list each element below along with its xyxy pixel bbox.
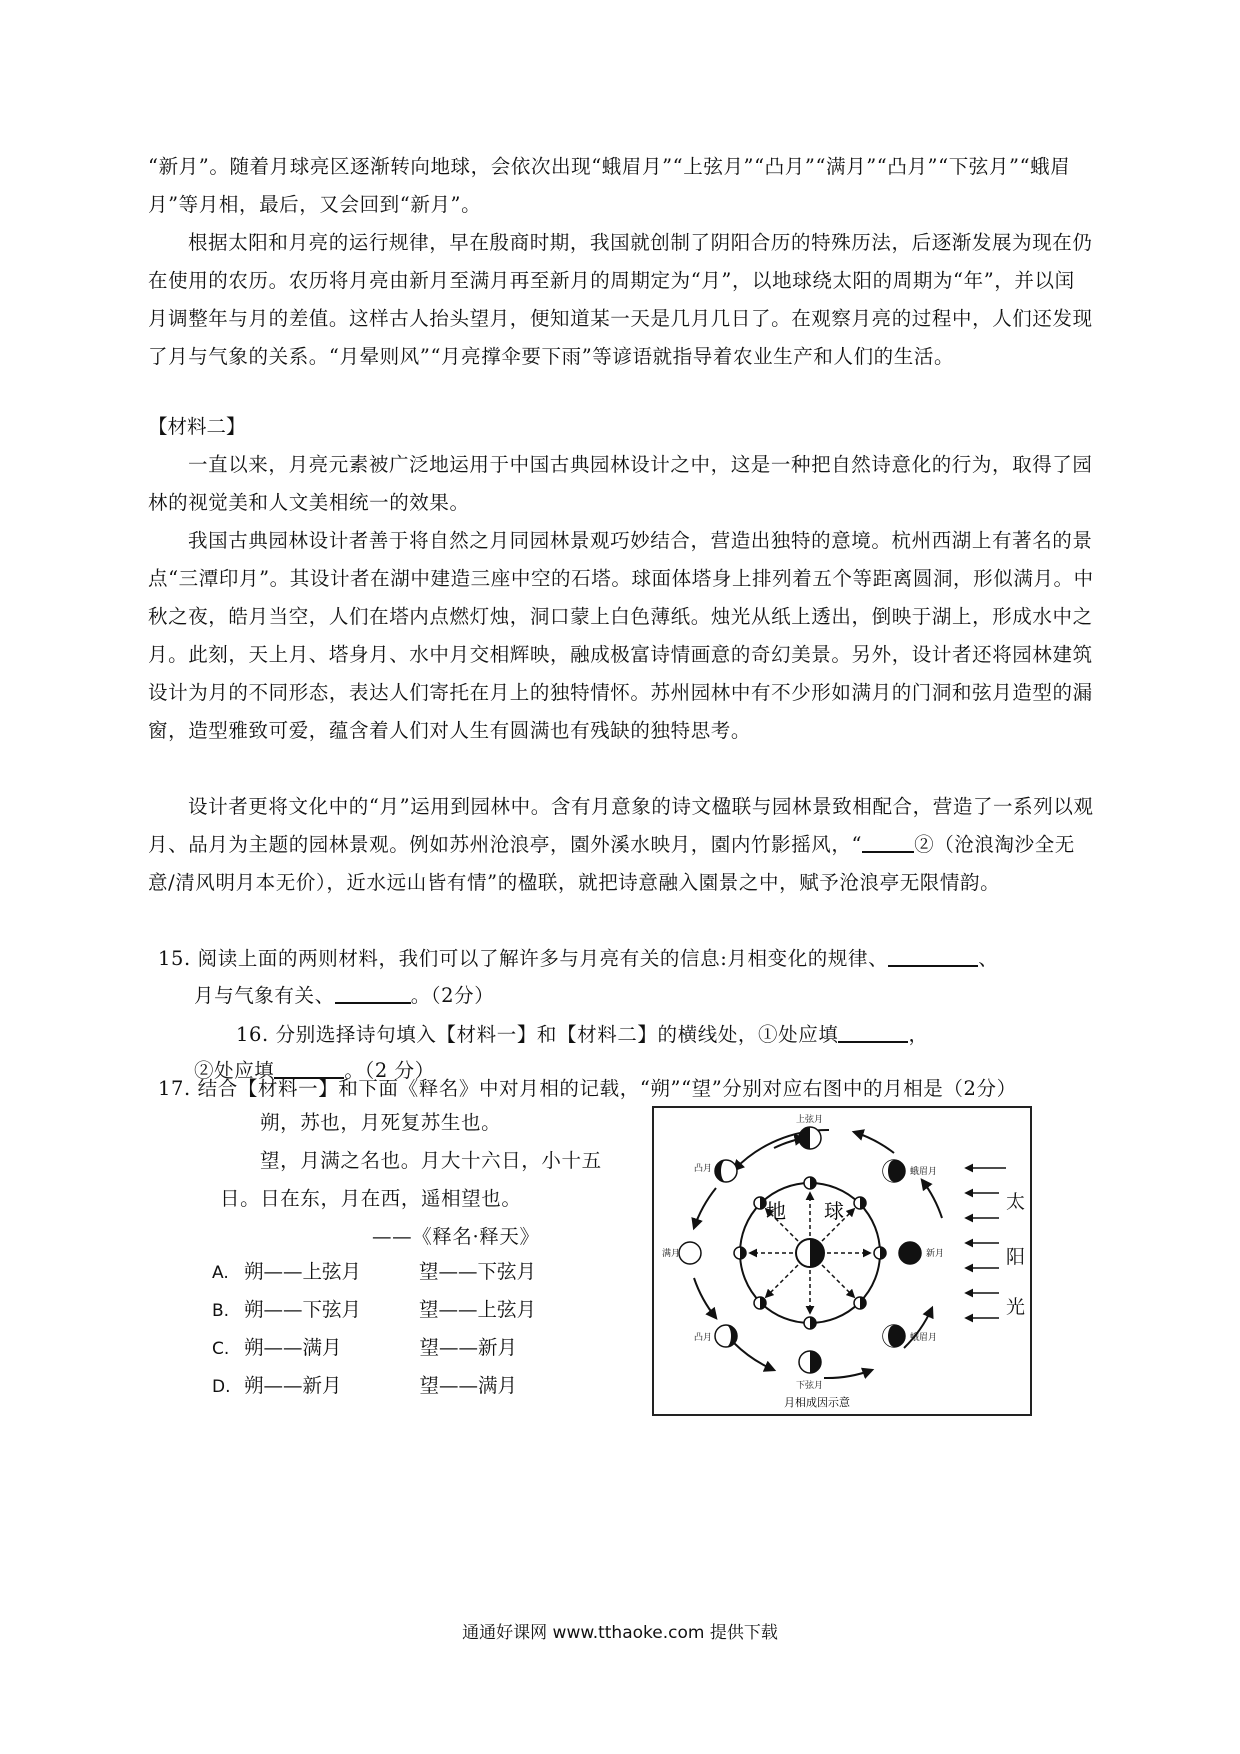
q15-blank-1	[888, 945, 978, 967]
option-shuo: 朔——下弦月	[244, 1298, 362, 1321]
q15-text-a: 阅读上面的两则材料，我们可以了解许多与月亮有关的信息:月相变化的规律、	[197, 947, 889, 970]
question-15	[158, 940, 1104, 978]
option-c[interactable]	[212, 1330, 517, 1367]
moon-phase-diagram	[654, 1108, 1030, 1414]
figure-caption: 月相成因示意	[784, 1396, 850, 1409]
label-left: 满月	[662, 1249, 681, 1259]
blank-2-mark: ②	[914, 833, 935, 856]
option-shuo: 朔——满月	[244, 1336, 342, 1359]
option-d[interactable]	[212, 1368, 517, 1405]
label-bottom: 下弦月	[796, 1381, 824, 1391]
option-wang: 望——上弦月	[419, 1298, 537, 1321]
material2-paragraph-3	[148, 788, 1094, 902]
poem-source: ——《释名·释天》	[372, 1225, 540, 1248]
material2-paragraph-1: 一直以来，月亮元素被广泛地运用于中国古典园林设计之中，这是一种把自然诗意化的行为，取得了园林的视觉美和人文美相统一的效果。	[148, 453, 1093, 514]
earth-label-1: 地	[766, 1199, 786, 1223]
option-wang: 望——满月	[419, 1374, 518, 1397]
paragraph-3-text-b: （沧浪淘沙全无意/清风明月本无价），近水远山皆有情”的楹联，就把诗意融入園景之中，赋予沧浪亭无限情韵。	[148, 833, 1075, 894]
q17-number: 17.	[158, 1077, 191, 1100]
material2-heading: 【材料二】	[148, 415, 246, 438]
q16-number: 16.	[236, 1023, 269, 1046]
material2-paragraph-2: 我国古典园林设计者善于将自然之月同园林景观巧妙结合，营造出独特的意境。杭州西湖上有著名的景点“三潭印月”。其设计者在湖中建造三座中空的石塔。球面体塔身上排列着五个等距离圆洞，形似满月。中秋之夜，皓月当空，人们在塔内点燃灯烛，洞口蒙上白色薄纸。烛光从纸上透出，倒映于湖上，形成水中之月。此刻，天上月、塔身月、水中月交相辉映，融成极富诗情画意的奇幻美景。另外，设计者还将园林建筑设计为月的不同形态，表达人们寄托在月上的独特情怀。苏州园林中有不少形如满月的门洞和弦月造型的漏窗，造型雅致可爱，蕴含着人们对人生有圆满也有残缺的独特思考。	[148, 529, 1094, 742]
q16-text-d: 。（2 分）	[344, 1059, 435, 1082]
material1-paragraph-1: “新月”。随着月球亮区逐渐转向地球，会依次出现“蛾眉月”“上弦月”“凸月”“满月”“凸月”“下弦月”“蛾眉月”等月相，最后，又会回到“新月”。	[148, 155, 1071, 216]
poem-line-3: 日。日在东，月在西，遥相望也。	[220, 1187, 522, 1210]
moon-gibbous-bottom-icon	[715, 1325, 737, 1347]
q16-text-a: 分别选择诗句填入【材料一】和【材料二】的横线处，①处应填	[275, 1023, 839, 1046]
moon-phase-figure	[652, 1106, 1032, 1416]
paragraph-3-text-a: 设计者更将文化中的“月”运用到园林中。含有月意象的诗文楹联与园林景致相配合，营造了一系列以观月、品月为主题的园林景观。例如苏州沧浪亭，園外溪水映月，園内竹影摇风，“	[148, 795, 1094, 856]
q16-text-b: ，	[908, 1023, 929, 1046]
label-top-right: 蛾眉月	[910, 1167, 938, 1177]
moon-full-icon	[679, 1242, 701, 1264]
question-17	[158, 1070, 1108, 1108]
question-15-line-2	[194, 977, 1140, 1015]
sunlight-label	[1006, 1191, 1025, 1318]
moon-crescent-top-icon	[883, 1160, 905, 1182]
label-right: 新月	[926, 1249, 945, 1259]
option-letter: D.	[212, 1377, 231, 1397]
option-letter: B.	[212, 1301, 230, 1321]
option-letter: C.	[212, 1339, 230, 1359]
sun-label-1: 太	[1006, 1191, 1026, 1213]
sunlight-arrows	[966, 1168, 1006, 1318]
label-bottom-left: 凸月	[694, 1333, 713, 1343]
option-shuo: 朔——上弦月	[244, 1260, 362, 1283]
earth-label-2: 球	[824, 1199, 844, 1223]
q15-text-b: 、	[978, 947, 999, 970]
earth	[796, 1239, 824, 1267]
q15-blank-2	[335, 982, 411, 1004]
moon-first-quarter-icon	[799, 1127, 821, 1149]
moon-last-quarter-icon	[799, 1351, 821, 1373]
poem-line-1: 朔，苏也，月死复苏生也。	[260, 1111, 502, 1134]
poem-line-2: 望，月满之名也。月大十六日，小十五	[260, 1149, 602, 1172]
blank-2	[862, 831, 914, 853]
option-a[interactable]	[212, 1254, 536, 1291]
material1-paragraph-2: 根据太阳和月亮的运行规律，早在殷商时期，我国就创制了阴阳合历的特殊历法，后逐渐发展为现在仍在使用的农历。农历将月亮由新月至满月再至新月的周期定为“月”，以地球绕太阳的周期为“年”，并以闰月调整年与月的差值。这样古人抬头望月，便知道某一天是几月几日了。在观察月亮的过程中，人们还发现了月与气象的关系。“月晕则风”“月亮撑伞要下雨”等谚语就指导着农业生产和人们的生活。	[148, 231, 1093, 368]
option-wang: 望——下弦月	[419, 1260, 537, 1283]
q16-text-c: ②处应填	[194, 1059, 275, 1082]
option-letter: A.	[212, 1263, 229, 1283]
option-shuo: 朔——新月	[244, 1374, 342, 1397]
option-wang: 望——新月	[419, 1336, 518, 1359]
q15-text-c: 月与气象有关、	[194, 984, 335, 1007]
label-top-left: 凸月	[694, 1164, 713, 1174]
label-bottom-right: 蛾眉月	[910, 1333, 938, 1343]
moon-crescent-bottom-icon	[883, 1325, 905, 1347]
q15-number: 15.	[158, 947, 191, 970]
question-16	[236, 1016, 1182, 1054]
sun-label-3: 光	[1006, 1296, 1026, 1318]
q16-blank-1	[838, 1021, 908, 1043]
label-top: 上弦月	[796, 1115, 824, 1125]
moon-new-icon	[899, 1242, 921, 1264]
option-b[interactable]	[212, 1292, 536, 1329]
footer-watermark: 通通好课网 www.tthaoke.com 提供下载	[462, 1623, 778, 1643]
moon-gibbous-top-icon	[715, 1160, 737, 1182]
q15-text-d: 。（2分）	[410, 984, 495, 1007]
sun-label-2: 阳	[1006, 1246, 1026, 1268]
q17-text: 结合【材料一】和下面《释名》中对月相的记载，“朔”“望”分别对应右图中的月相是（2分）	[197, 1077, 1017, 1100]
